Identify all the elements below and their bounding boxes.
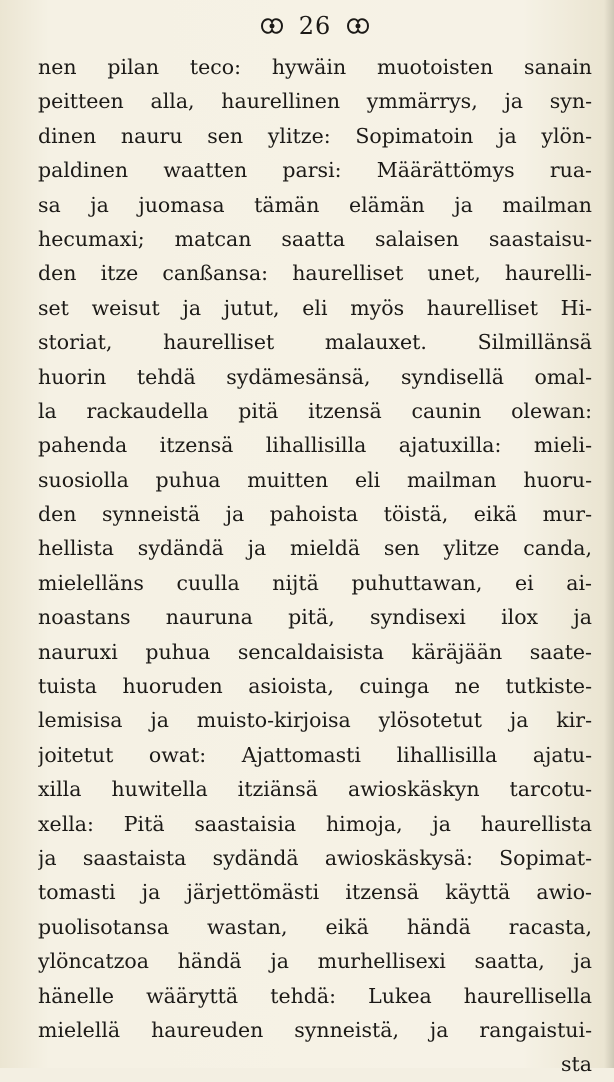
text-line: joitetut owat: Ajattomasti lihallisilla ajatu-	[38, 742, 592, 767]
text-line: den synneistä ja pahoista töistä, eikä mur-	[38, 502, 592, 527]
text-line: den itze canßansa: haurelliset unet, haurelli-	[38, 261, 592, 286]
page-header	[38, 8, 592, 44]
text-line: hecumaxi; matcan saatta salaisen saastaisu-	[38, 226, 592, 251]
text-line-final: sta	[561, 1052, 592, 1077]
text-line: noastans nauruna pitä, syndisexi ilox ja	[38, 605, 592, 630]
text-line: xilla huwitella itziänsä awioskäskyn tarcotu-	[38, 777, 592, 802]
text-line: suosiolla puhua muitten eli mailman huoru-	[38, 467, 592, 492]
page-edge-shadow	[604, 0, 614, 1068]
text-line: hänelle wääryttä tehdä: Lukea haurellisella	[38, 983, 592, 1008]
text-line: tuista huoruden asioista, cuinga ne tutkiste-	[38, 674, 592, 699]
left-ornament-icon	[259, 15, 285, 37]
text-line: mielellä haureuden synneistä, ja rangaistui-	[38, 1017, 592, 1042]
text-line: nen pilan teco: hywäin muotoisten sanain	[38, 55, 592, 79]
text-line: set weisut ja jutut, eli myös haurelliset Hi-	[38, 295, 592, 320]
text-line: mielelläns cuulla nijtä puhuttawan, ei ai-	[38, 570, 592, 595]
body-text	[38, 50, 592, 1082]
text-line: xella: Pitä saastaisia himoja, ja haurellista	[38, 811, 592, 836]
text-line: nauruxi puhua sencaldaisista käräjään saate-	[38, 639, 592, 664]
text-line: tomasti ja järjettömästi itzensä käyttä awio-	[38, 880, 592, 905]
text-line: lemisisa ja muisto-kirjoisa ylösotetut ja kir-	[38, 708, 592, 733]
text-line: dinen nauru sen ylitze: Sopimatoin ja ylön-	[38, 123, 592, 148]
text-line: pahenda itzensä lihallisilla ajatuxilla: mieli-	[38, 433, 592, 458]
text-line: la rackaudella pitä itzensä caunin olewan:	[38, 398, 592, 423]
text-line: puolisotansa wastan, eikä händä racasta,	[38, 914, 592, 939]
text-line: peitteen alla, haurellinen ymmärrys, ja syn-	[38, 89, 592, 114]
text-line: paldinen waatten parsi: Määrättömys rua-	[38, 158, 592, 183]
text-line: sa ja juomasa tämän elämän ja mailman	[38, 192, 592, 217]
text-line: ylöncatzoa händä ja murhellisexi saatta, ja	[38, 949, 592, 974]
text-line: hellista sydändä ja mieldä sen ylitze canda,	[38, 536, 592, 561]
right-ornament-icon	[345, 15, 371, 37]
text-line: ja saastaista sydändä awioskäskysä: Sopimat-	[38, 845, 592, 870]
text-line: huorin tehdä sydämesänsä, syndisellä omal-	[38, 364, 592, 389]
page-number: 26	[298, 12, 332, 40]
text-line: storiat, haurelliset malauxet. Silmillänsä	[38, 330, 592, 355]
